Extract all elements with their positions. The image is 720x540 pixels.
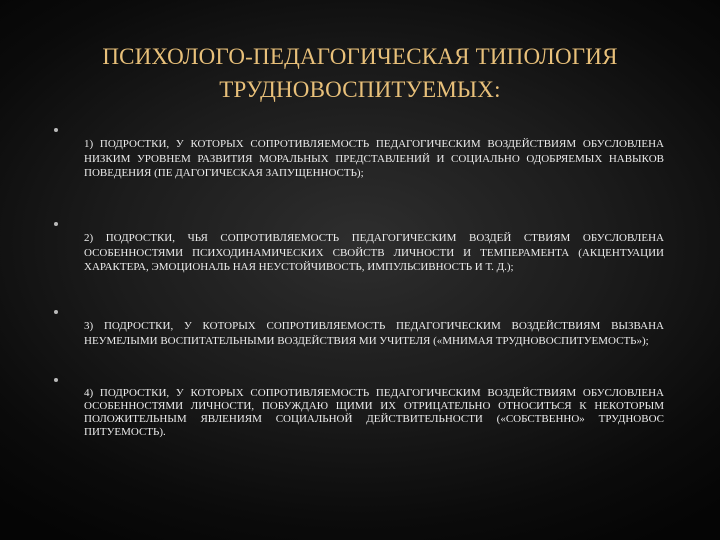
bullet-icon xyxy=(54,378,58,382)
list-item-text: 3) ПОДРОСТКИ, У КОТОРЫХ СОПРОТИВЛЯЕМОСТЬ ПЕДАГОГИЧЕСКИМ ВОЗДЕЙСТВИЯМ ВЫЗВАНА НЕУМЕЛЫМИ ВОСПИТАТЕЛЬНЫМИ ВОЗДЕЙСТВИЯ МИ УЧИТЕЛЯ («МНИМАЯ ТРУДНОВОСПИТУЕМОСТЬ»); xyxy=(84,320,664,347)
list-item xyxy=(54,222,664,275)
list-item-text: 1) ПОДРОСТКИ, У КОТОРЫХ СОПРОТИВЛЯЕМОСТЬ ПЕДАГОГИЧЕСКИМ ВОЗДЕЙСТВИЯМ ОБУСЛОВЛЕНА НИЗКИМ УРОВНЕМ РАЗВИТИЯ МОРАЛЬНЫХ ПРЕДСТАВЛЕНИЙ И СОЦИАЛЬНО ОДОБРЯЕМЫХ НАВЫКОВ ПОВЕДЕНИЯ (ПЕ ДАГОГИЧЕСКАЯ ЗАПУЩЕННОСТЬ); xyxy=(84,138,664,179)
slide-title: ПСИХОЛОГО-ПЕДАГОГИЧЕСКАЯ ТИПОЛОГИЯ ТРУДНОВОСПИТУЕМЫХ: xyxy=(102,44,618,102)
bullet-icon xyxy=(54,222,58,226)
list-item xyxy=(54,378,664,439)
list-item xyxy=(54,310,664,348)
list-item-text: 4) ПОДРОСТКИ, У КОТОРЫХ СОПРОТИВЛЯЕМОСТЬ ПЕДАГОГИЧЕСКИМ ВОЗДЕЙСТВИЯМ ОБУСЛОВЛЕНА ОСОБЕННОСТЯМИ ЛИЧНОСТИ, ПОБУЖДАЮ ЩИМИ ИХ ОТРИЦАТЕЛЬНО ОТНОСИТЬСЯ К НЕКОТОРЫМ ПОЛОЖИТЕЛЬНЫМ ЯВЛЕНИЯМ СОЦИАЛЬНОЙ ДЕЙСТВИТЕЛЬНОСТИ («СОБСТВЕННО» ТРУДНОВОС ПИТУЕМОСТЬ). xyxy=(84,387,664,438)
list-item xyxy=(54,128,664,181)
bullet-icon xyxy=(54,310,58,314)
bullet-icon xyxy=(54,128,58,132)
list-item-text: 2) ПОДРОСТКИ, ЧЬЯ СОПРОТИВЛЯЕМОСТЬ ПЕДАГОГИЧЕСКИМ ВОЗДЕЙ СТВИЯМ ОБУСЛОВЛЕНА ОСОБЕННОСТЯМИ ПСИХОДИНАМИЧЕСКИХ СВОЙСТВ ЛИЧНОСТИ И ТЕМПЕРАМЕНТА (АКЦЕНТУАЦИИ ХАРАКТЕРА, ЭМОЦИОНАЛЬ НАЯ НЕУСТОЙЧИВОСТЬ, ИМПУЛЬСИВНОСТЬ И Т. Д.); xyxy=(84,232,664,273)
